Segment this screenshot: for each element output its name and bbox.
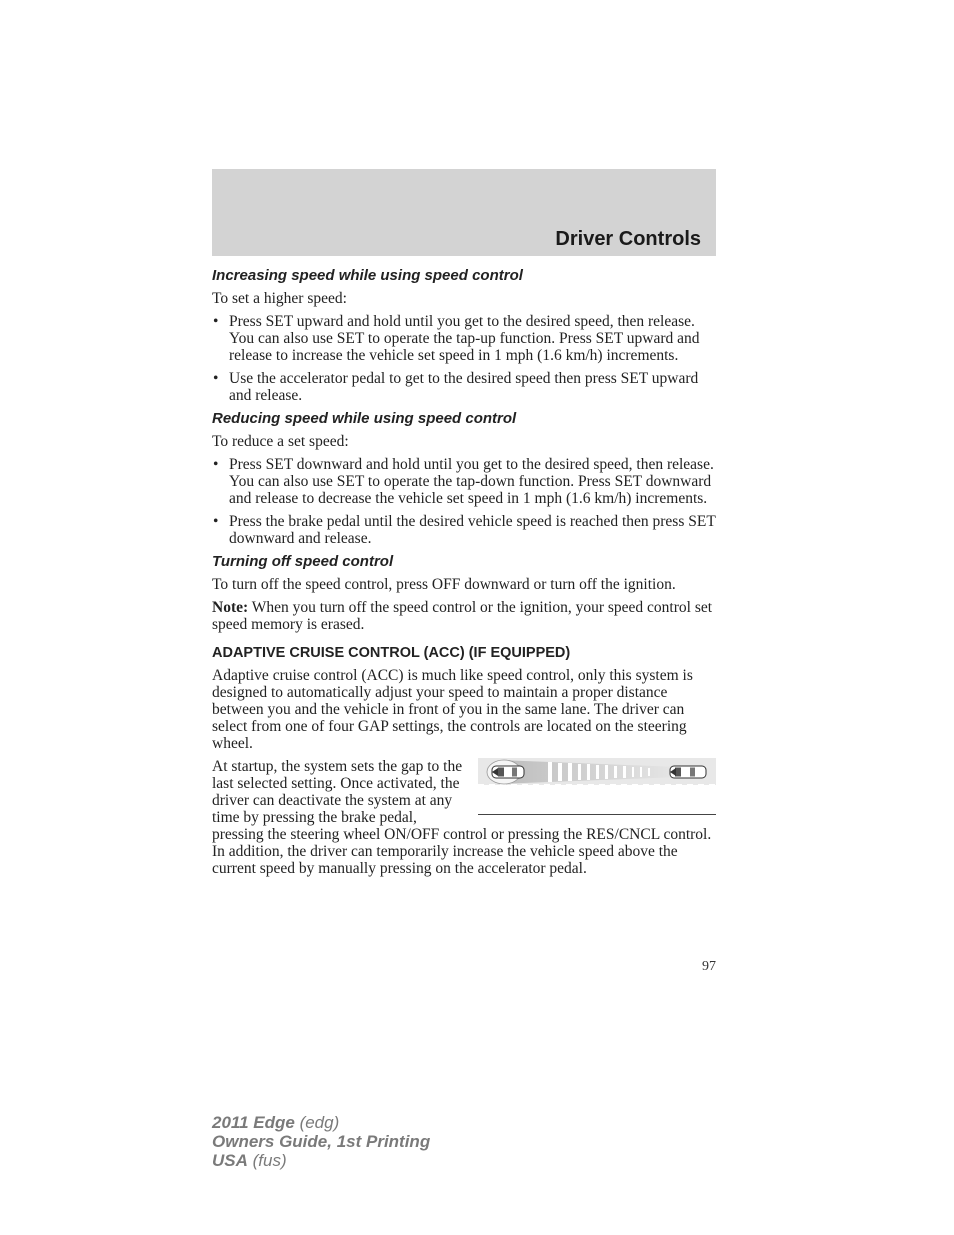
reduce-speed-heading: Reducing speed while using speed control	[212, 410, 517, 427]
turn-off-body: To turn off the speed control, press OFF downward or turn off the ignition.	[212, 576, 676, 593]
acc-following-distance-illustration	[478, 758, 716, 815]
list-item: • Press the brake pedal until the desired vehicle speed is reached then press SET downward and release.	[213, 513, 716, 547]
acc-following-distance-icon	[478, 758, 716, 814]
list-item: • Press SET downward and hold until you get to the desired speed, then release. You can also use SET to operate the tap-down function. Press SET downward and release to decrease the vehicle set speed in 1 mph (1.6 km/h) increments.	[213, 456, 714, 507]
note-text: When you turn off the speed control or the ignition, your speed control set speed memory is erased.	[212, 599, 713, 633]
footer-line-model: 2011 Edge (edg)	[212, 1113, 340, 1132]
reduce-speed-intro: To reduce a set speed:	[212, 433, 349, 450]
page-content	[212, 267, 716, 883]
note-paragraph	[212, 599, 716, 633]
page-number: 97	[702, 959, 716, 974]
acc-paragraph-1: Adaptive cruise control (ACC) is much like speed control, only this system is designed to automatically adjust your speed to maintain a proper distance between you and the vehicle in front of you in the same lane. The driver can select from one of four GAP settings, the controls are located on the steering wheel.	[212, 667, 693, 752]
acc-wrap-block	[212, 758, 716, 877]
increase-speed-heading: Increasing speed while using speed control	[212, 267, 523, 284]
header-band	[212, 169, 716, 256]
acc-paragraph-2: At startup, the system sets the gap to the last selected setting. Once activated, the driver can deactivate the system at any time by pressing the brake pedal, pressing the steering wheel ON/OFF control or pressing the RES/CNCL control. In addition, the driver can temporarily increase the vehicle speed above the current speed by manually pressing on the accelerator pedal.	[212, 758, 712, 877]
increase-speed-intro: To set a higher speed:	[212, 290, 347, 307]
footer-line-market: USA (fus)	[212, 1151, 287, 1170]
footer-line-guide: Owners Guide, 1st Printing	[212, 1132, 431, 1151]
reduce-speed-list	[212, 456, 716, 547]
footer-print-info	[212, 1113, 430, 1170]
acc-heading: ADAPTIVE CRUISE CONTROL (ACC) (IF EQUIPPED)	[212, 645, 571, 661]
list-item: • Use the accelerator pedal to get to the desired speed then press SET upward and release.	[213, 370, 699, 404]
increase-speed-list	[212, 313, 716, 404]
list-item: • Press SET upward and hold until you get to the desired speed, then release. You can also use SET to operate the tap-up function. Press SET upward and release to increase the vehicle set speed in 1 mph (1.6 km/h) increments.	[213, 313, 700, 364]
section-title: Driver Controls	[555, 228, 701, 250]
note-label: Note:	[212, 599, 249, 616]
turn-off-heading: Turning off speed control	[212, 553, 394, 570]
